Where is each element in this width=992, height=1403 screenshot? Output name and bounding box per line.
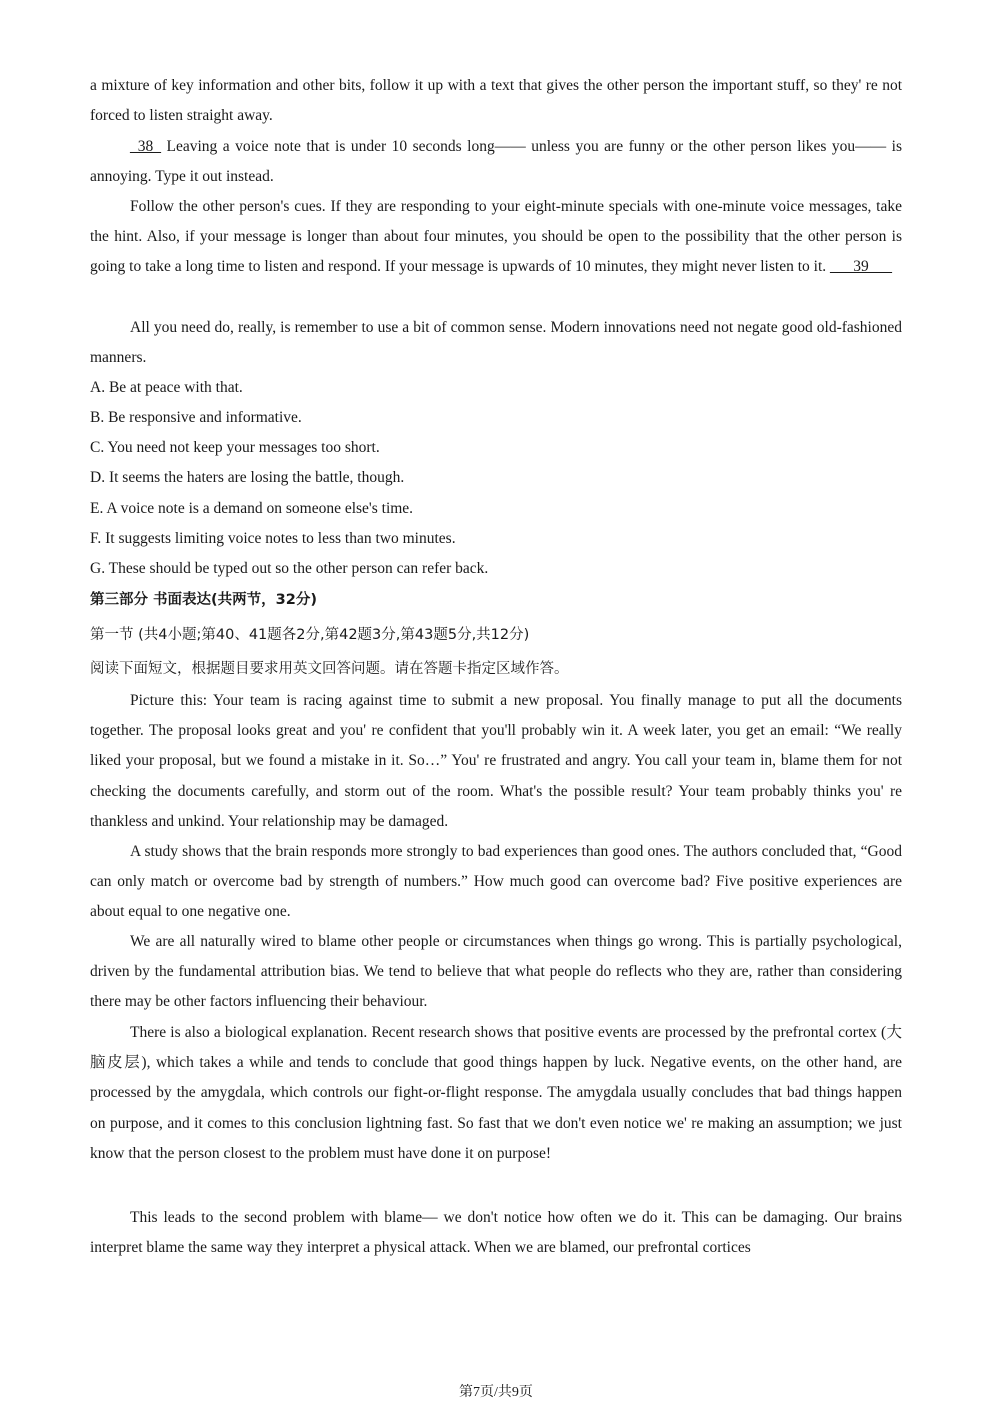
option-g: G. These should be typed out so the other person can refer back. — [90, 560, 489, 577]
section-3-title: 第三部分 书面表达(共两节，32分) — [90, 592, 317, 608]
option-d: D. It seems the haters are losing the battle, though. — [90, 469, 405, 486]
article-paragraph-2: A study shows that the brain responds more strongly to bad experiences than good ones. The authors concluded that, “Good can only match or overcome bad by strength of numbers.” How much good can overcome bad? Five positive experiences are about equal to one negative one. — [90, 843, 902, 921]
passage-paragraph-common-sense: All you need do, really, is remember to use a bit of common sense. Modern innovations need not negate good old-fashioned manners. — [90, 319, 902, 367]
blank-38: _38_ — [130, 138, 161, 155]
page-number: 第7页/共9页 — [459, 1385, 533, 1400]
option-e: E. A voice note is a demand on someone else's time. — [90, 500, 414, 517]
option-f: F. It suggests limiting voice notes to less than two minutes. — [90, 530, 456, 547]
passage-paragraph-38 — [90, 132, 902, 192]
passage-paragraph-cues — [90, 192, 902, 283]
article-paragraph-1: Picture this: Your team is racing against time to submit a new proposal. You finally manage to put all the documents together. The proposal looks great and you' re confident that you'll probably win it. A week later, you get an email: “We really liked your proposal, but we found a mistake in it. So…” You' re frustrated and angry. You call your team in, blame them for not checking the documents carefully, and storm out of the room. What's the possible result? Your team probably thinks you' re thankless and unkind. Your relationship may be damaged. — [90, 692, 902, 830]
article-paragraph-3: We are all naturally wired to blame other people or circumstances when things go wrong. This is partially psychological, driven by the fundamental attribution bias. We tend to believe that what people do reflects who they are, rather than considering there may be other factors influencing their behaviour. — [90, 933, 902, 1011]
section-3-subtitle: 第一节 (共4小题;第40、41题各2分,第42题3分,第43题5分,共12分) — [90, 627, 530, 643]
passage-paragraph-continued: a mixture of key information and other bits, follow it up with a text that gives the other person the important stuff, so they' re not forced to listen straight away. — [90, 77, 902, 125]
section-3-instruction: 阅读下面短文，根据题目要求用英文回答问题。请在答题卡指定区域作答。 — [90, 661, 569, 677]
option-a: A. Be at peace with that. — [90, 379, 243, 396]
option-b: B. Be responsive and informative. — [90, 409, 302, 426]
blank-39: ___39___ — [830, 258, 892, 276]
option-c: C. You need not keep your messages too short. — [90, 439, 380, 456]
article-paragraph-4: There is also a biological explanation. Recent research shows that positive events are processed by the prefrontal cortex (大脑皮层), which takes a while and tends to conclude that good things happen by luck. Negative events, on the other hand, are processed by the amygdala, which controls our fight-or-flight response. The amygdala usually concludes that bad things happen on purpose, and it comes to this conclusion lightning fast. So fast that we don't even notice we' re making an assumption; we just know that the person closest to the problem must have done it on purpose! — [90, 1024, 902, 1162]
article-paragraph-5: This leads to the second problem with blame— we don't notice how often we do it. This can be damaging. Our brains interpret blame the same way they interpret a physical attack. When we are blamed, our prefrontal cortices — [90, 1209, 902, 1257]
passage-paragraph-38-text: Leaving a voice note that is under 10 seconds long—— unless you are funny or the other person likes you—— is annoying. Type it out instead. — [90, 138, 902, 186]
passage-paragraph-cues-text: Follow the other person's cues. If they are responding to your eight-minute specials with one-minute voice messages, take the hint. Also, if your message is longer than about four minutes, you should be open to the possibility that the other person is going to take a long time to listen and respond. If your message is upwards of 10 minutes, they might never listen to it. — [90, 198, 902, 276]
